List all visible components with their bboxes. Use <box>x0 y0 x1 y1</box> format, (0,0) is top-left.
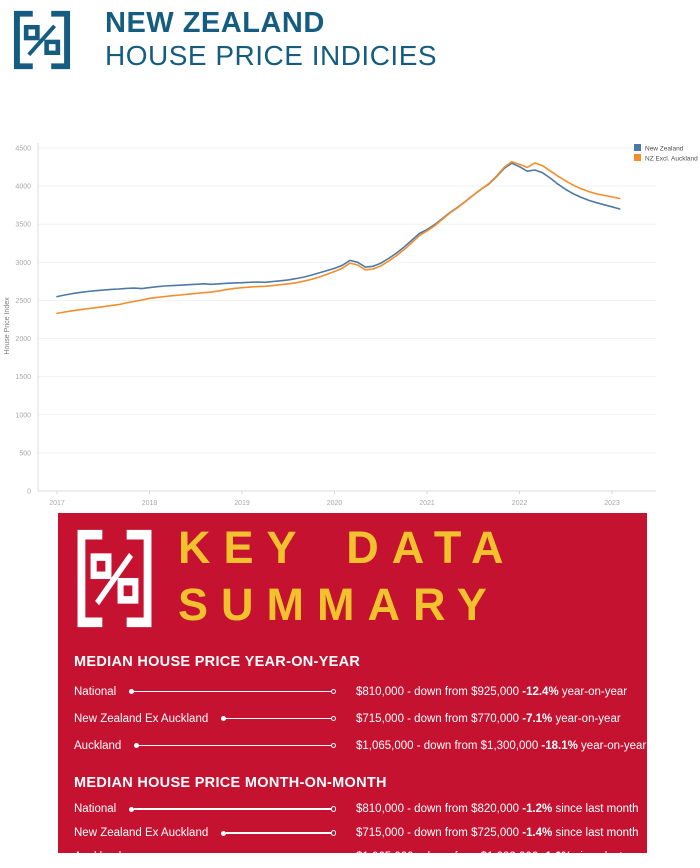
connector-rule <box>134 808 330 810</box>
row-value-pct: -1.6% <box>541 851 572 863</box>
percent-square-bottom <box>47 42 58 53</box>
mom-block <box>74 797 658 868</box>
x-tick-label: 2023 <box>604 500 620 507</box>
summary-body <box>74 654 658 868</box>
connector-ring <box>331 854 337 860</box>
row-value-pct: -1.2% <box>522 803 553 815</box>
row-value: $1,065,000 - down from $1,300,000 -18.1% year-on-year <box>356 739 647 752</box>
legend-swatch-1 <box>634 154 641 161</box>
summary-title-line1: KEY DATA <box>178 522 517 573</box>
percent-square-top <box>26 27 37 38</box>
y-tick-label: 0 <box>27 488 31 496</box>
connector-line <box>134 743 336 749</box>
mom-heading: MEDIAN HOUSE PRICE MONTH-ON-MONTH <box>74 775 387 791</box>
y-tick-label: 1500 <box>15 374 31 382</box>
x-tick-label: 2017 <box>49 500 65 507</box>
y-axis-title: House Price Index <box>4 297 11 355</box>
row-value: $810,000 - down from $925,000 -12.4% year-on-year <box>356 685 628 698</box>
y-tick-label: 500 <box>19 450 31 458</box>
connector-line <box>221 716 336 722</box>
y-tick-label: 4500 <box>15 145 31 153</box>
house-price-chart <box>0 140 700 512</box>
yoy-row-national <box>74 678 635 705</box>
row-label: Auckland <box>74 851 122 863</box>
connector-line <box>134 854 336 860</box>
row-value: $1,065,000 - down from $1,082,000 -1.6% since last month <box>356 851 658 863</box>
row-value-pct: -7.1% <box>522 712 553 725</box>
key-data-summary <box>58 513 658 863</box>
y-tick-label: 1000 <box>15 412 31 420</box>
row-value-pct: -1.4% <box>522 827 553 839</box>
percent-brackets-icon <box>9 8 75 72</box>
row-left <box>74 851 336 863</box>
connector-rule <box>139 745 330 747</box>
x-tick-label: 2020 <box>326 500 343 507</box>
connector-ring <box>331 830 337 836</box>
legend-label-0: New Zealand <box>645 145 684 153</box>
connector-ring <box>331 806 337 812</box>
connector-ring <box>331 689 337 695</box>
row-label: National <box>74 685 117 698</box>
brand-title-line2: HOUSE PRICE INDICIES <box>105 40 438 71</box>
row-value-pct: -18.1% <box>541 739 578 752</box>
connector-line <box>221 830 336 836</box>
y-tick-label: 2500 <box>15 297 31 305</box>
summary-title-line2: SUMMARY <box>178 579 500 630</box>
series-line-0 <box>57 163 620 296</box>
y-tick-label: 3500 <box>15 221 31 229</box>
yoy-heading: MEDIAN HOUSE PRICE YEAR-ON-YEAR <box>74 654 361 670</box>
connector-rule <box>139 856 330 858</box>
row-value: $715,000 - down from $770,000 -7.1% year-on-year <box>356 712 621 725</box>
connector-rule <box>226 718 330 720</box>
connector-rule <box>134 691 330 693</box>
row-left <box>74 803 336 815</box>
y-tick-label: 4000 <box>15 183 31 191</box>
percent-brackets-icon-white <box>71 525 158 632</box>
row-label: New Zealand Ex Auckland <box>74 712 209 725</box>
mom-row-national <box>74 797 639 821</box>
connector-ring <box>331 743 337 749</box>
chart-svg <box>0 140 700 512</box>
yoy-block <box>74 678 647 759</box>
x-tick-label: 2021 <box>419 500 435 507</box>
percent-square-top <box>94 557 109 575</box>
summary-title <box>178 519 517 633</box>
connector-rule <box>226 832 330 834</box>
legend-swatch-0 <box>634 144 641 151</box>
row-value: $810,000 - down from $820,000 -1.2% since last month <box>356 803 639 815</box>
row-value: $715,000 - down from $725,000 -1.4% since last month <box>356 827 639 839</box>
yoy-row-nz-ex-auckland <box>74 705 635 732</box>
brand-title <box>105 7 437 72</box>
mom-row-auckland <box>74 845 658 868</box>
row-label: New Zealand Ex Auckland <box>74 827 209 839</box>
row-left <box>74 740 336 752</box>
connector-ring <box>331 716 337 722</box>
yoy-row-auckland <box>74 732 647 759</box>
connector-line <box>129 689 336 695</box>
row-left <box>74 713 336 725</box>
y-tick-label: 2000 <box>15 336 31 344</box>
row-left <box>74 827 336 839</box>
connector-line <box>129 806 336 812</box>
header <box>0 0 700 95</box>
brand-title-line1: NEW ZEALAND <box>105 7 325 39</box>
row-left <box>74 686 336 698</box>
series-line-1 <box>57 162 620 314</box>
mom-row-nz-ex-auckland <box>74 821 639 845</box>
x-tick-label: 2022 <box>511 500 528 507</box>
legend-label-1: NZ Excl. Auckland <box>645 155 698 163</box>
y-tick-label: 3000 <box>15 259 31 267</box>
row-value-pct: -12.4% <box>522 685 559 698</box>
x-tick-label: 2018 <box>141 500 158 507</box>
row-label: Auckland <box>74 739 122 752</box>
x-tick-label: 2019 <box>234 500 250 507</box>
percent-square-bottom <box>121 582 136 600</box>
row-label: National <box>74 803 117 815</box>
